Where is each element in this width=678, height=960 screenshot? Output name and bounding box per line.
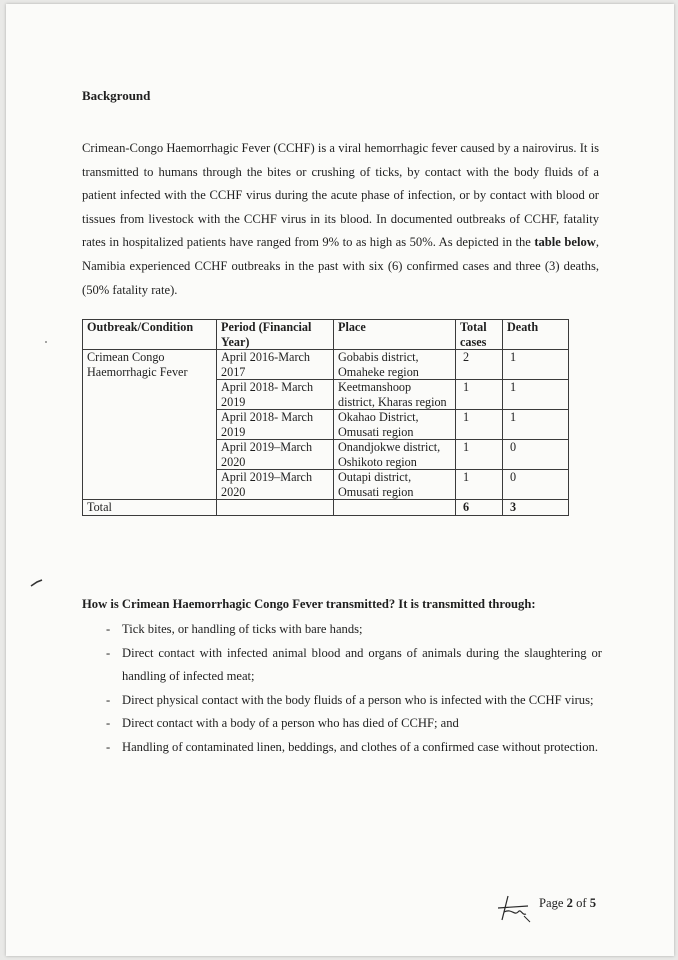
list-item-text: Direct physical contact with the body fluids of a person who is infected with the CCHF virus; [122,692,594,707]
place-cell: Keetmanshoop district, Kharas region [334,380,456,410]
header-total-cases: Total cases [456,320,503,350]
cases-cell: 2 [456,350,503,380]
period-cell: April 2019–March 2020 [217,470,334,500]
total-empty-cell [217,500,334,516]
outbreak-table [82,319,569,516]
bullet-dash: - [106,622,111,636]
header-place: Place [334,320,456,350]
deaths-cell: 1 [503,380,569,410]
period-cell: April 2019–March 2020 [217,440,334,470]
list-item [82,712,602,736]
bullet-dash: - [106,739,111,754]
period-cell: April 2018- March 2019 [217,380,334,410]
cases-cell: 1 [456,440,503,470]
place-cell: Outapi district, Omusati region [334,470,456,500]
list-item-text: Direct contact with infected animal blood and organs of animals during the slaughtering or handling of infected meat; [122,645,602,684]
paragraph-bold-text: table below [534,235,596,250]
bullet-dash: - [106,692,111,707]
total-cases: 6 [456,500,503,516]
page-total: 5 [589,896,597,910]
background-paragraph [82,137,599,302]
total-row [83,500,569,516]
handwritten-initials [494,890,540,924]
header-death: Death [503,320,569,350]
list-item-text: Handling of contaminated linen, beddings, and clothes of a confirmed case without protection. [122,739,598,754]
deaths-cell: 0 [503,440,569,470]
bullet-dash: - [106,716,111,731]
bullet-dash: - [106,645,111,660]
list-item-text: Tick bites, or handling of ticks with bare hands; [122,622,363,636]
table-header-row [83,320,569,350]
total-deaths: 3 [503,500,569,516]
dot-mark [44,340,48,344]
list-item [82,736,602,760]
table-row [83,350,569,380]
paragraph-text-1: Crimean-Congo Haemorrhagic Fever (CCHF) is a viral hemorrhagic fever caused by a nairovirus. It is transmitted to humans through the bites or crushing of ticks, by contact with the body fluids of a patient infected with the CCHF virus during the acute phase of infection, or by contact with blood or tissues from livestock with the CCHF virus in its blood. In documented outbreaks of CCHF, fatality rates in hospitalized patients have ranged from 9% to as high as 50%. As depicted in the [82,141,599,250]
of-label: of [576,896,587,910]
condition-cell: Crimean Congo Haemorrhagic Fever [83,350,217,500]
deaths-cell: 1 [503,350,569,380]
place-cell: Gobabis district, Omaheke region [334,350,456,380]
deaths-cell: 1 [503,410,569,440]
period-cell: April 2016-March 2017 [217,350,334,380]
section-heading: Background [82,88,151,103]
header-outbreak-condition: Outbreak/Condition [83,320,217,350]
place-cell: Okahao District, Omusati region [334,410,456,440]
page-label: Page [539,896,564,910]
header-period: Period (Financial Year) [217,320,334,350]
cases-cell: 1 [456,410,503,440]
period-cell: April 2018- March 2019 [217,410,334,440]
list-item [82,618,602,642]
pen-mark [30,578,44,588]
page-number: 2 [566,896,573,910]
cases-cell: 1 [456,380,503,410]
cases-cell: 1 [456,470,503,500]
deaths-cell: 0 [503,470,569,500]
list-item [82,642,602,689]
total-label: Total [83,500,217,516]
transmission-heading: How is Crimean Haemorrhagic Congo Fever transmitted? It is transmitted through: [82,597,536,611]
paragraph-text-2: , Namibia experienced CCHF outbreaks in the past with six (6) confirmed cases and three (3) deaths, (50% fatality rate). [82,235,599,297]
place-cell: Onandjokwe district, Oshikoto region [334,440,456,470]
list-item [82,689,602,713]
document-page [6,4,674,956]
total-empty-cell [334,500,456,516]
page-footer [539,896,596,911]
transmission-list [82,618,602,760]
list-item-text: Direct contact with a body of a person who has died of CCHF; and [122,716,459,731]
